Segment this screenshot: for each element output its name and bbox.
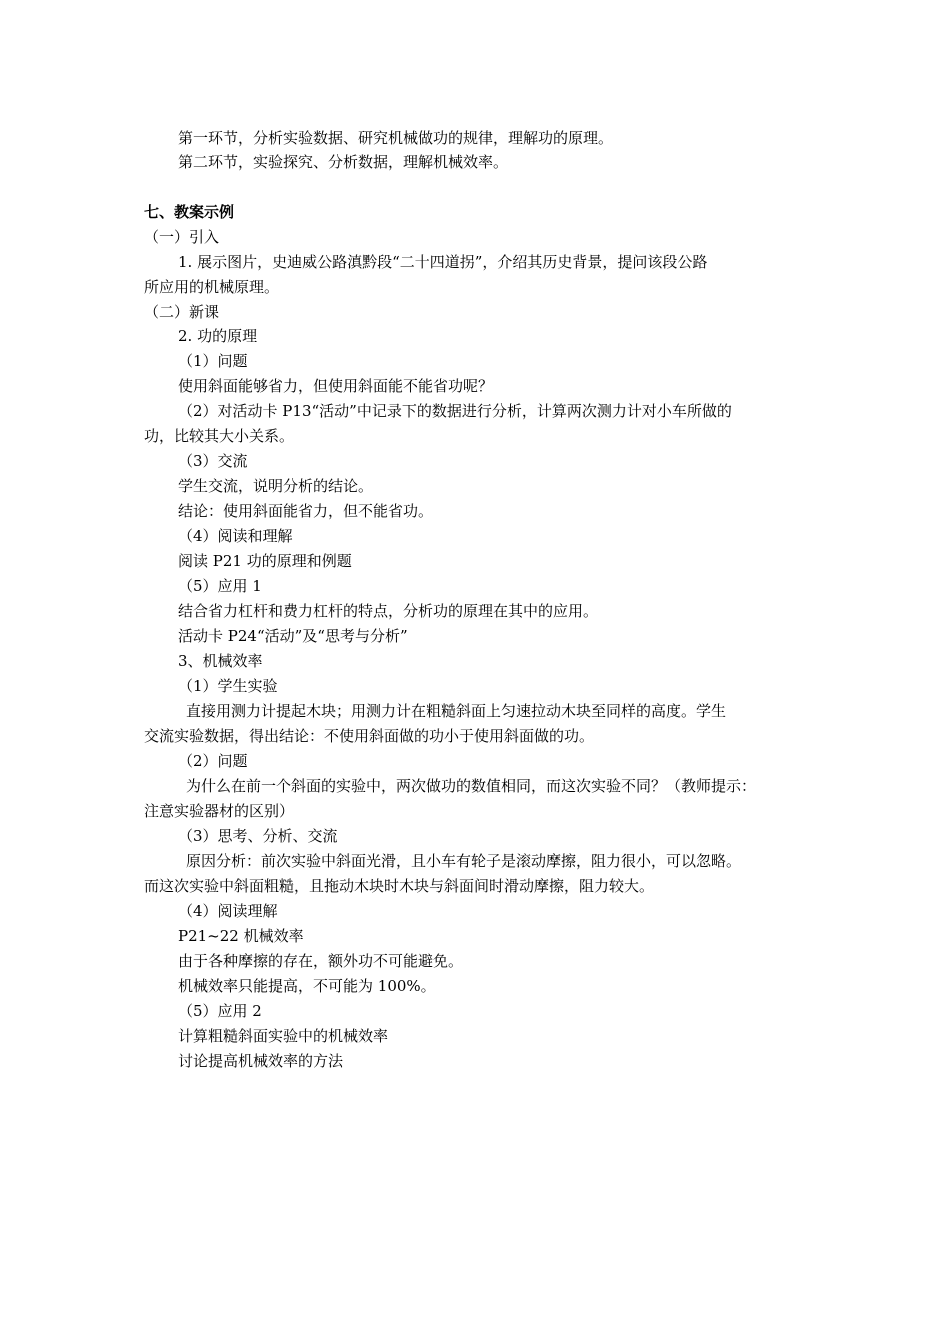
body-line: 3、机械效率 — [178, 652, 263, 670]
body-line: 活动卡 P24“活动”及“思考与分析” — [178, 627, 408, 645]
body-line: （4）阅读和理解 — [178, 527, 293, 545]
body-line: 直接用测力计提起木块；用测力计在粗糙斜面上匀速拉动木块至同样的高度。学生 — [186, 702, 727, 720]
body-line: （1）学生实验 — [178, 677, 278, 695]
body-line: 注意实验器材的区别） — [144, 802, 295, 820]
body-line: 1. 展示图片，史迪威公路滇黔段“二十四道拐”，介绍其历史背景，提问该段公路 — [178, 253, 708, 271]
body-line: 结合省力杠杆和费力杠杆的特点，分析功的原理在其中的应用。 — [178, 602, 599, 620]
body-line: 交流实验数据，得出结论：不使用斜面做的功小于使用斜面做的功。 — [144, 727, 595, 745]
body-line: （2）问题 — [178, 752, 248, 770]
body-line: （3）思考、分析、交流 — [178, 827, 338, 845]
body-line: 结论：使用斜面能省力，但不能省功。 — [178, 502, 434, 520]
body-line: 功，比较其大小关系。 — [144, 427, 295, 445]
body-line: （2）对活动卡 P13“活动”中记录下的数据进行分析，计算两次测力计对小车所做的 — [178, 402, 732, 420]
body-line: （二）新课 — [144, 303, 220, 321]
intro-line-2: 第二环节，实验探究、分析数据，理解机械效率。 — [178, 153, 509, 171]
body-line: （4）阅读理解 — [178, 902, 278, 920]
body-line: 讨论提高机械效率的方法 — [178, 1052, 344, 1070]
body-line: P21~22 机械效率 — [178, 927, 304, 945]
section-heading: 七、教案示例 — [144, 203, 235, 221]
body-line: 2. 功的原理 — [178, 327, 258, 345]
body-line: 所应用的机械原理。 — [144, 278, 280, 296]
body-line: 计算粗糙斜面实验中的机械效率 — [178, 1027, 389, 1045]
body-line: （5）应用 2 — [178, 1002, 262, 1020]
body-line: （3）交流 — [178, 452, 248, 470]
body-line: （5）应用 1 — [178, 577, 262, 595]
body-line: 使用斜面能够省力，但使用斜面能不能省功呢？ — [178, 377, 494, 395]
body-line: 为什么在前一个斜面的实验中，两次做功的数值相同，而这次实验不同？（教师提示： — [186, 777, 757, 795]
body-line: 阅读 P21 功的原理和例题 — [178, 552, 352, 570]
body-line: 学生交流，说明分析的结论。 — [178, 477, 374, 495]
body-line: 原因分析：前次实验中斜面光滑，且小车有轮子是滚动摩擦，阻力很小，可以忽略。 — [186, 852, 742, 870]
body-line: （1）问题 — [178, 352, 248, 370]
body-line: 由于各种摩擦的存在，额外功不可能避免。 — [178, 952, 464, 970]
intro-line-1: 第一环节，分析实验数据、研究机械做功的规律，理解功的原理。 — [178, 129, 614, 147]
body-line: （一）引入 — [144, 228, 220, 246]
body-line: 机械效率只能提高，不可能为 100%。 — [178, 977, 436, 995]
body-line: 而这次实验中斜面粗糙，且拖动木块时木块与斜面间时滑动摩擦，阻力较大。 — [144, 877, 655, 895]
